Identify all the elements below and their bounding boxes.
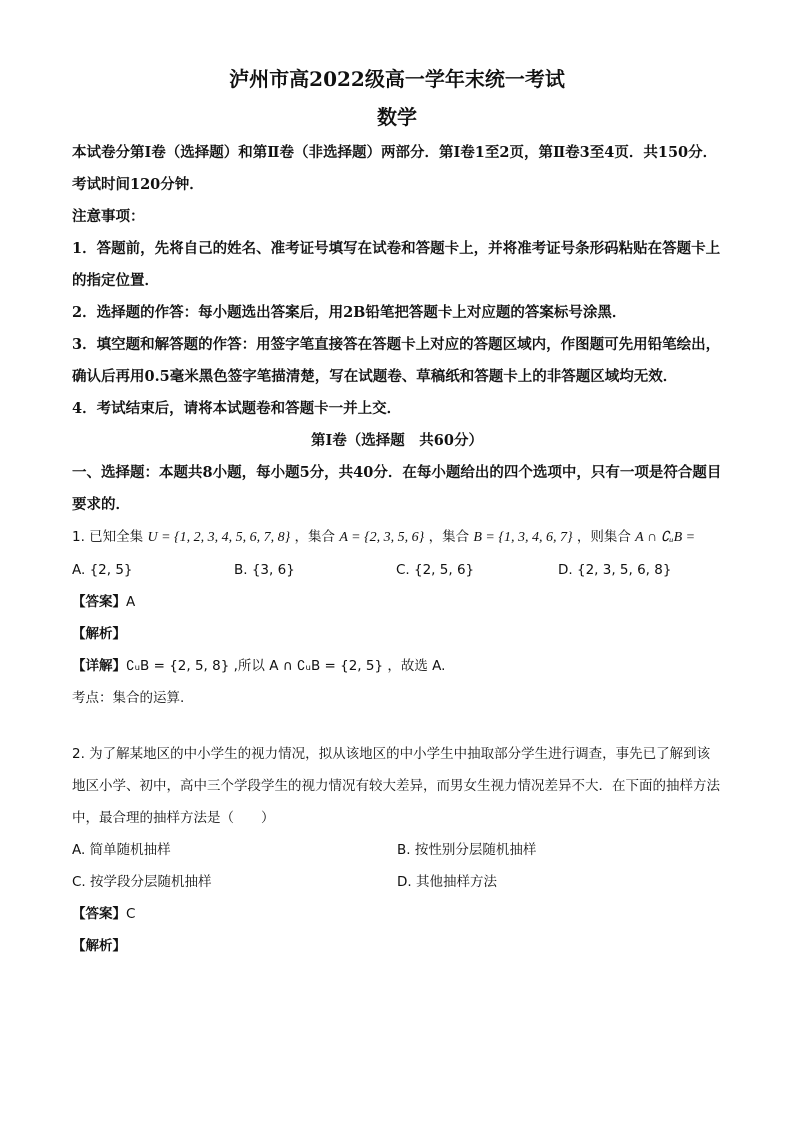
question-1-option-c: C. {2, 5, 6} [396, 562, 475, 578]
analysis-label: 【解析】 [72, 626, 126, 642]
subject-title: 数学 [377, 105, 417, 129]
section-instruction: 一、选择题：本题共8小题，每小题5分，共40分．在每小题给出的四个选项中，只有一项是符合题目要求的． [72, 464, 722, 513]
question-2-option-b: B. 按性别分层随机抽样 [397, 842, 537, 858]
question-1-expression: A ∩ ∁ᵤB = [635, 530, 696, 545]
question-2-option-d: D. 其他抽样方法 [397, 874, 497, 890]
question-1-point: 考点：集合的运算. [72, 690, 185, 706]
intro-text: 本试卷分第Ⅰ卷（选择题）和第Ⅱ卷（非选择题）两部分．第Ⅰ卷1至2页，第Ⅱ卷3至4页．共150分．考试时间120分钟． [72, 144, 718, 193]
answer-label: 【答案】 [72, 906, 126, 922]
detail-label: 【详解】 [72, 658, 126, 674]
question-1-universal-set: U = {1, 2, 3, 4, 5, 6, 7, 8} [147, 530, 291, 545]
question-1-text-b: ，集合 [294, 529, 336, 545]
exam-page [72, 60, 722, 962]
answer-value: C [126, 906, 136, 922]
answer-value: A [126, 594, 136, 610]
question-2-options-row-1 [72, 834, 722, 866]
detail-text: ∁ᵤB = {2, 5, 8} ,所以 A ∩ ∁ᵤB = {2, 5} ，故选 A. [126, 658, 446, 674]
question-1-detail [72, 650, 722, 682]
exam-title: 泸州市高2022级高一学年末统一考试 [229, 67, 565, 91]
spacer [72, 714, 722, 738]
question-2-options-row-2 [72, 866, 722, 898]
answer-label: 【答案】 [72, 594, 126, 610]
question-1-option-a: A. {2, 5} [72, 562, 133, 578]
question-1-text-d: ，则集合 [576, 529, 631, 545]
notice-item-1: 1．答题前，先将自己的姓名、准考证号填写在试卷和答题卡上，并将准考证号条形码粘贴在答题卡上的指定位置． [72, 240, 721, 289]
notice-title: 注意事项： [72, 208, 145, 225]
question-1-set-a: A = {2, 3, 5, 6} [339, 530, 425, 545]
question-2-option-c: C. 按学段分层随机抽样 [72, 874, 212, 890]
question-1-text-c: ，集合 [428, 529, 470, 545]
question-2-stem: 2. 为了解某地区的中小学生的视力情况，拟从该地区的中小学生中抽取部分学生进行调查，事先已了解到该地区小学、初中，高中三个学段学生的视力情况有较大差异，而男女生视力情况差异不大．在下面的抽样方法中，最合理的抽样方法是（ ） [72, 746, 720, 826]
question-1-options [72, 554, 722, 586]
section-heading: 第Ⅰ卷（选择题 共60分） [311, 432, 483, 449]
notice-item-4: 4．考试结束后，请将本试题卷和答题卡一并上交． [72, 400, 402, 417]
question-1-option-d: D. {2, 3, 5, 6, 8} [558, 562, 672, 578]
question-1-stem [72, 521, 722, 554]
analysis-label: 【解析】 [72, 938, 126, 954]
question-1-set-b: B = {1, 3, 4, 6, 7} [473, 530, 573, 545]
question-1-option-b: B. {3, 6} [234, 562, 295, 578]
question-2-analysis [72, 930, 722, 962]
question-1-text-a: 1. 已知全集 [72, 529, 144, 545]
notice-item-2: 2．选择题的作答：每小题选出答案后，用2B铅笔把答题卡上对应题的答案标号涂黑． [72, 304, 627, 321]
question-2-answer [72, 898, 722, 930]
question-1-analysis [72, 618, 722, 650]
question-2-option-a: A. 简单随机抽样 [72, 842, 171, 858]
notice-item-3: 3．填空题和解答题的作答：用签字笔直接答在答题卡上对应的答题区域内，作图题可先用铅笔绘出，确认后再用0.5毫米黑色签字笔描清楚，写在试题卷、草稿纸和答题卡上的非答题区域均无效． [72, 336, 721, 385]
question-1-answer [72, 586, 722, 618]
